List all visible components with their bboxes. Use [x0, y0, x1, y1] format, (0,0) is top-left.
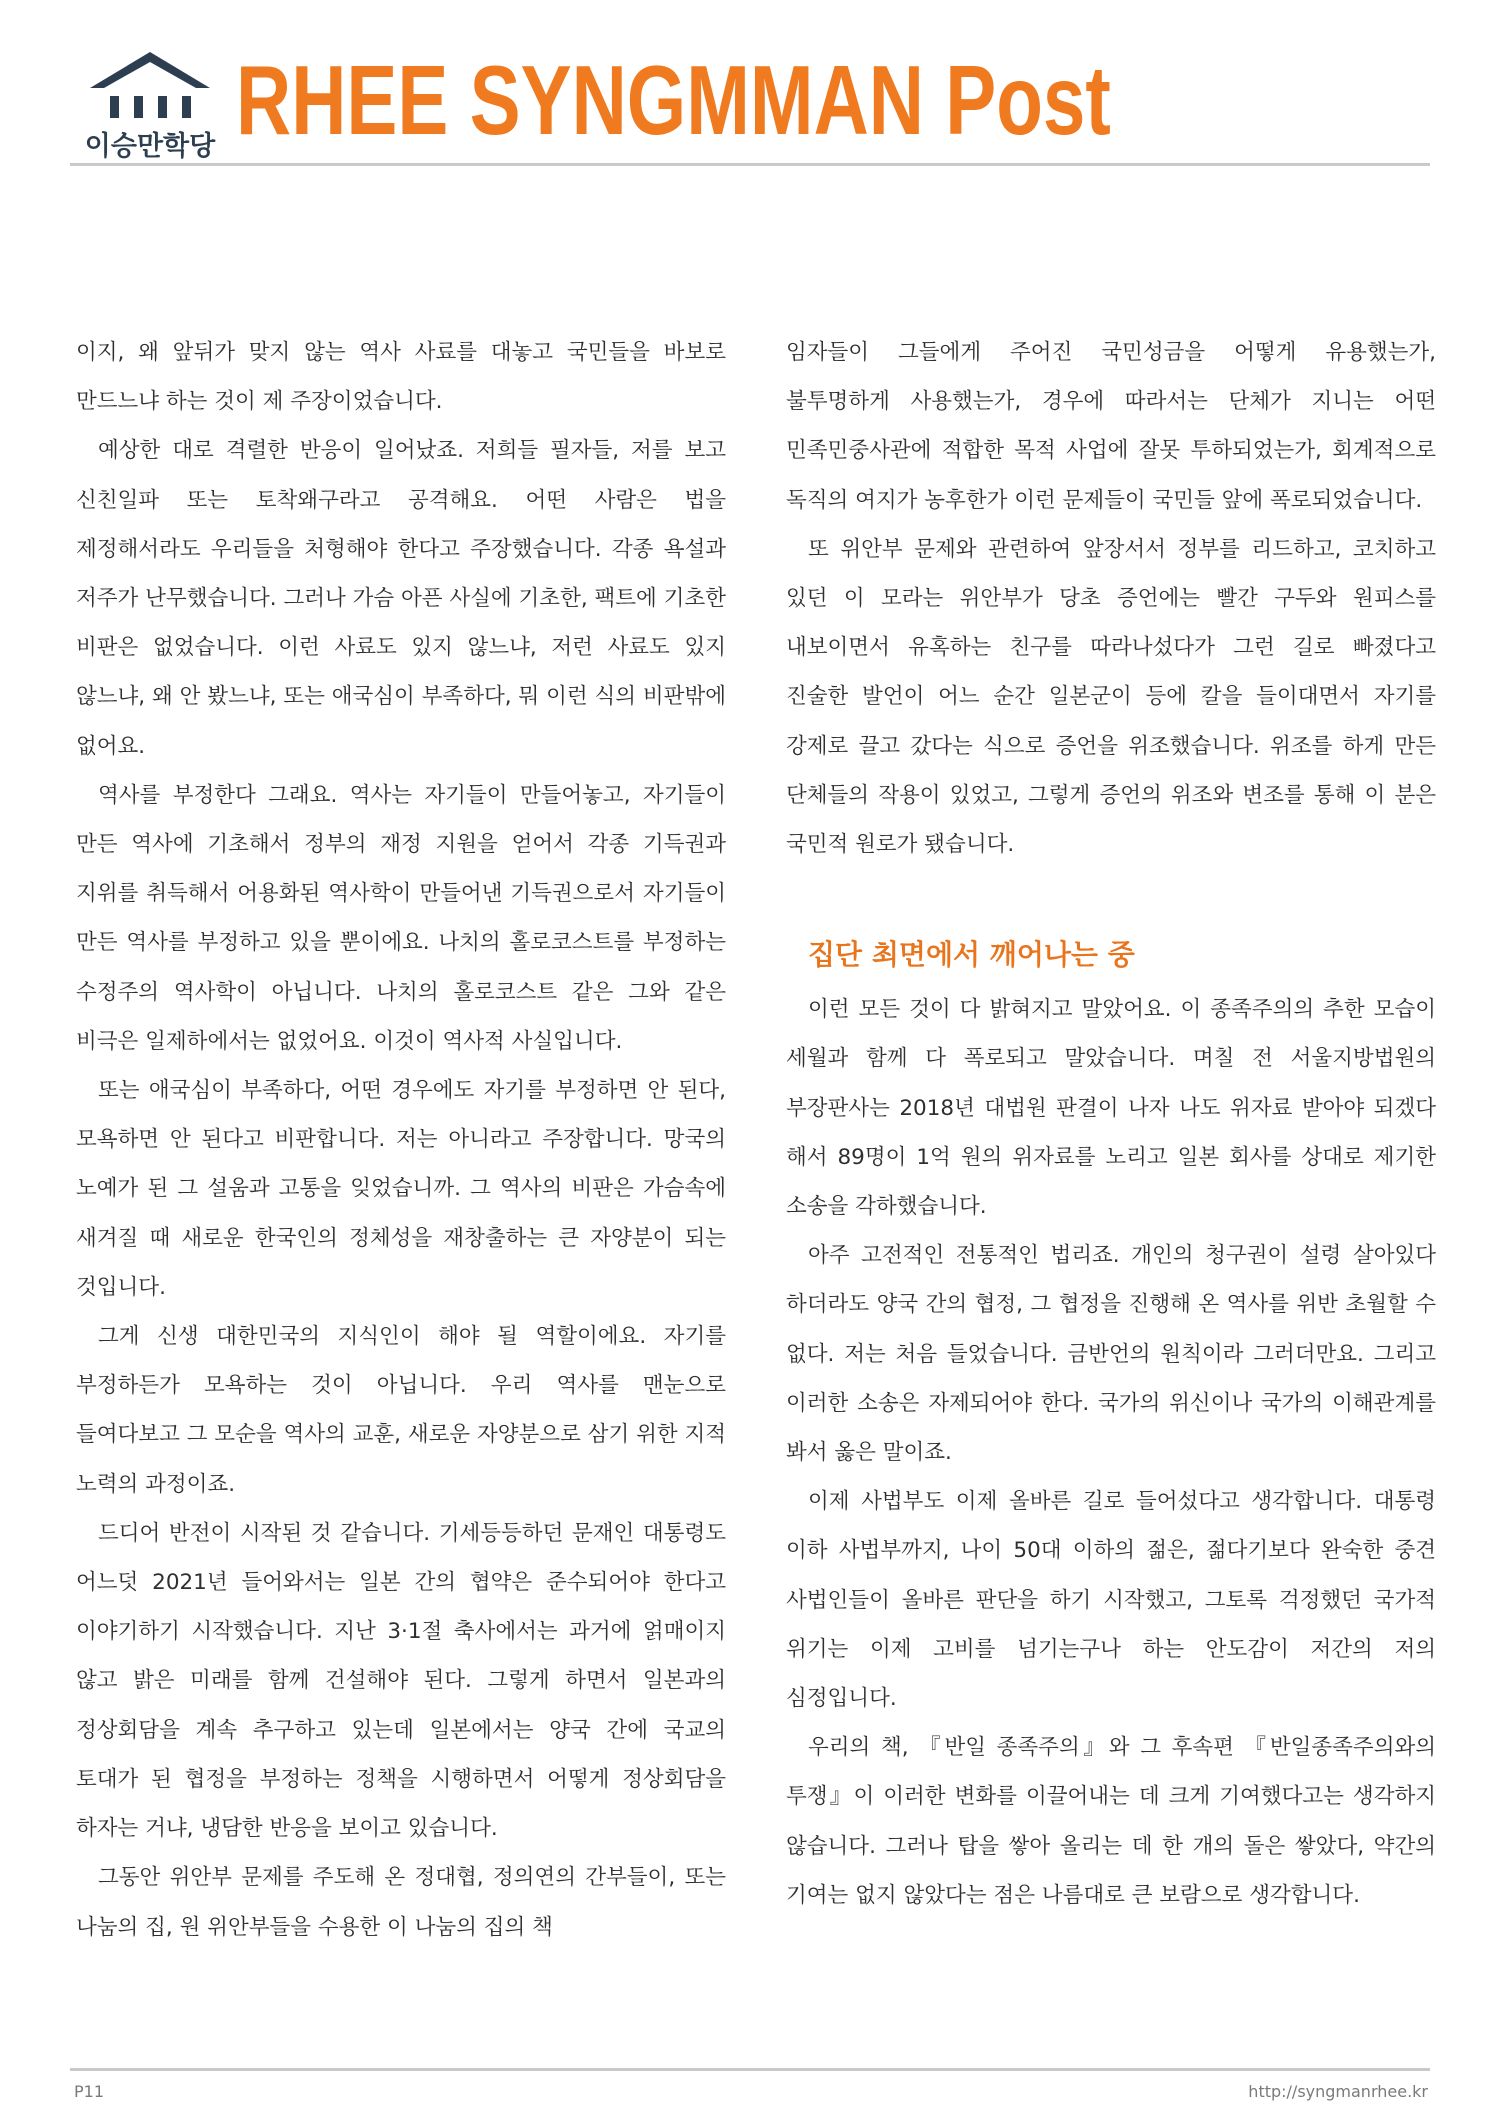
footer-divider: [70, 2068, 1430, 2071]
header-divider: [70, 163, 1430, 166]
publication-title: RHEE SYNGMMAN Post: [236, 45, 1111, 155]
section-heading: 집단 최면에서 깨어나는 중: [808, 938, 1135, 972]
paragraph: 그게 신생 대한민국의 지식인이 해야 될 역할이에요. 자기를 부정하든가 모욕하는 것이 아닙니다. 우리 역사를 맨눈으로 들여다보고 그 모순을 역사의 교훈, 새로운 자양분으로 삼기 위한 지적 노력의 과정이죠.: [76, 1324, 726, 1497]
paragraph: 임자들이 그들에게 주어진 국민성금을 어떻게 유용했는가, 불투명하게 사용했는가, 경우에 따라서는 단체가 지니는 어떤 민족민중사관에 적합한 목적 사업에 잘못 투하되었는가, 회계적으로 독직의 여지가 농후한가 이런 문제들이 국민들 앞에 폭로되었습니다.: [786, 340, 1436, 513]
paragraph: 이런 모든 것이 다 밝혀지고 말았어요. 이 종족주의의 추한 모습이 세월과 함께 다 폭로되고 말았습니다. 며칠 전 서울지방법원의 부장판사는 2018년 대법원 판결이 나자 나도 위자료 받아야 되겠다 해서 89명이 1억 원의 위자료를 노리고 일본 회사를 상대로 제기한 소송을 각하했습니다.: [786, 997, 1436, 1220]
page-header: [70, 45, 1430, 168]
paragraph: 그동안 위안부 문제를 주도해 온 정대협, 정의연의 간부들이, 또는 나눔의 집, 원 위안부들을 수용한 이 나눔의 집의 책: [76, 1865, 726, 1940]
left-column: [76, 328, 726, 1952]
paragraph: 아주 고전적인 전통적인 법리죠. 개인의 청구권이 설령 살아있다 하더라도 양국 간의 협정, 그 협정을 진행해 온 역사를 위반 초월할 수 없다. 저는 처음 들었습니다. 금반언의 원칙이라 그러더만요. 그리고 이러한 소송은 자제되어야 한다. 국가의 위신이나 국가의 이해관계를 봐서 옳은 말이죠.: [786, 1243, 1436, 1466]
school-logo: [70, 48, 230, 162]
paragraph: 이지, 왜 앞뒤가 맞지 않는 역사 사료를 대놓고 국민들을 바보로 만드느냐 하는 것이 제 주장이었습니다.: [76, 340, 726, 415]
paragraph: 드디어 반전이 시작된 것 같습니다. 기세등등하던 문재인 대통령도 어느덧 2021년 들어와서는 일본 간의 협약은 준수되어야 한다고 이야기하기 시작했습니다. 지난 3·1절 축사에서는 과거에 얽매이지 않고 밝은 미래를 함께 건설해야 된다. 그렇게 하면서 일본과의 정상회담을 계속 추구하고 있는데 일본에서는 양국 간에 국교의 토대가 된 협정을 부정하는 정책을 시행하면서 어떻게 정상회담을 하자는 거냐, 냉담한 반응을 보이고 있습니다.: [76, 1520, 726, 1842]
paragraph: 이제 사법부도 이제 올바른 길로 들어섰다고 생각합니다. 대통령 이하 사법부까지, 나이 50대 이하의 젊은, 젊다기보다 완숙한 중견 사법인들이 올바른 판단을 하기 시작했고, 그토록 걱정했던 국가적 위기는 이제 고비를 넘기는구나 하는 안도감이 저간의 저의 심정입니다.: [786, 1489, 1436, 1712]
paragraph: 우리의 책, 『반일 종족주의』와 그 후속편 『반일종족주의와의 투쟁』이 이러한 변화를 이끌어내는 데 크게 기여했다고는 생각하지 않습니다. 그러나 탑을 쌓아 올리는 데 한 개의 돌은 쌓았다, 약간의 기여는 없지 않았다는 점은 나름대로 큰 보람으로 생각합니다.: [786, 1735, 1436, 1908]
logo-text: 이승만학당: [84, 131, 216, 162]
house-icon: [84, 48, 216, 126]
paragraph: 예상한 대로 격렬한 반응이 일어났죠. 저희들 필자들, 저를 보고 신친일파 또는 토착왜구라고 공격해요. 어떤 사람은 법을 제정해서라도 우리들을 처형해야 한다고 주장했습니다. 각종 욕설과 저주가 난무했습니다. 그러나 가슴 아픈 사실에 기초한, 팩트에 기초한 비판은 없었습니다. 이런 사료도 있지 않느냐, 저런 사료도 있지 않느냐, 왜 안 봤느냐, 또는 애국심이 부족하다, 뭐 이런 식의 비판밖에 없어요.: [76, 438, 726, 759]
site-url[interactable]: http://syngmanrhee.kr: [1248, 2082, 1428, 2101]
paragraph: 또 위안부 문제와 관련하여 앞장서서 정부를 리드하고, 코치하고 있던 이 모라는 위안부가 당초 증언에는 빨간 구두와 원피스를 내보이면서 유혹하는 친구를 따라나섰다가 그런 길로 빠졌다고 진술한 발언이 어느 순간 일본군이 등에 칼을 들이대면서 자기를 강제로 끌고 갔다는 식으로 증언을 위조했습니다. 위조를 하게 만든 단체들의 작용이 있었고, 그렇게 증언의 위조와 변조를 통해 이 분은 국민적 원로가 됐습니다.: [786, 536, 1436, 858]
paragraph: 또는 애국심이 부족하다, 어떤 경우에도 자기를 부정하면 안 된다, 모욕하면 안 된다고 비판합니다. 저는 아니라고 주장합니다. 망국의 노예가 된 그 설움과 고통을 잊었습니까. 그 역사의 비판은 가슴속에 새겨질 때 새로운 한국인의 정체성을 재창출하는 큰 자양분이 되는 것입니다.: [76, 1078, 726, 1300]
paragraph: 역사를 부정한다 그래요. 역사는 자기들이 만들어놓고, 자기들이 만든 역사에 기초해서 정부의 재정 지원을 얻어서 각종 기득권과 지위를 취득해서 어용화된 역사학이 만들어낸 기득권으로서 자기들이 만든 역사를 부정하고 있을 뿐이에요. 나치의 홀로코스트를 부정하는 수정주의 역사학이 아닙니다. 나치의 홀로코스트 같은 그와 같은 비극은 일제하에서는 없었어요. 이것이 역사적 사실입니다.: [76, 782, 726, 1054]
right-column: [786, 328, 1436, 1920]
page-number: P11: [74, 2082, 105, 2101]
